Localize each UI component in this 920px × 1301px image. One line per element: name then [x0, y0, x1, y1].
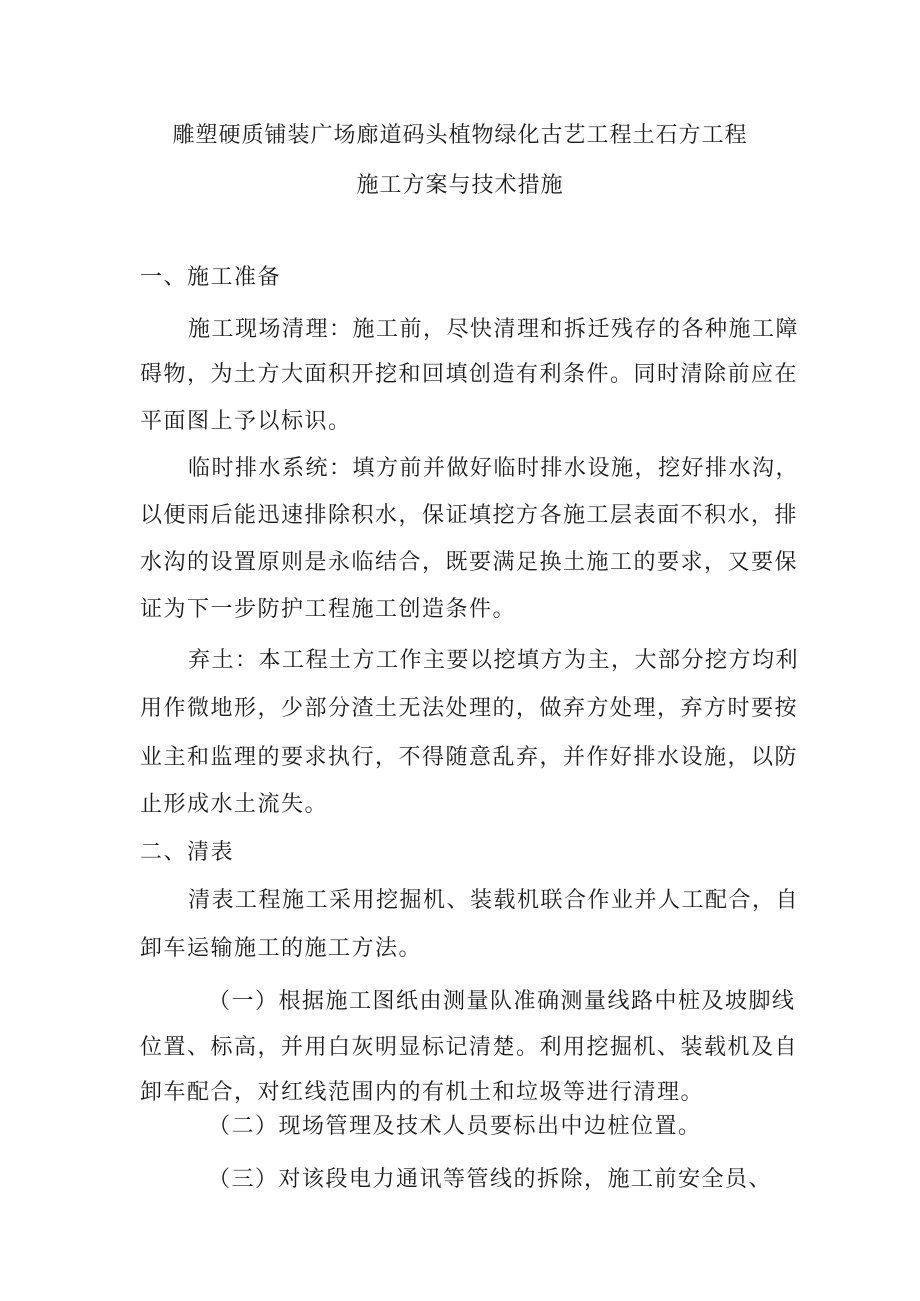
paragraph-3-line-3: 业主和监理的要求执行，不得随意乱弃，并作好排水设施，以防: [140, 745, 799, 770]
paragraph-5-line-1: （一）根据施工图纸由测量队准确测量线路中桩及坡脚线: [208, 989, 796, 1014]
paragraph-1-line-1: 施工现场清理：施工前，尽快清理和拆迁残存的各种施工障: [188, 317, 800, 342]
paragraph-4-line-2: 卸车运输施工的施工方法。: [140, 936, 423, 961]
paragraph-2-line-2: 以便雨后能迅速排除积水，保证填挖方各施工层表面不积水，排: [140, 503, 799, 528]
paragraph-4-line-1: 清表工程施工采用挖掘机、装载机联合作业并人工配合，自: [188, 888, 800, 913]
paragraph-5-line-2: 位置、标高，并用白灰明显标记清楚。利用挖掘机、装载机及自: [140, 1035, 799, 1060]
paragraph-6-line-1: （二）现场管理及技术人员要标出中边桩位置。: [208, 1114, 702, 1139]
paragraph-5-line-3: 卸车配合，对红线范围内的有机土和垃圾等进行清理。: [140, 1080, 705, 1105]
section-2-heading: 二、清表: [140, 840, 235, 865]
paragraph-1-line-2: 碍物，为土方大面积开挖和回填创造有利条件。同时清除前应在: [140, 362, 799, 387]
paragraph-3-line-2: 用作微地形，少部分渣土无法处理的，做弃方处理，弃方时要按: [140, 696, 799, 721]
paragraph-1-line-3: 平面图上予以标识。: [140, 409, 352, 434]
document-title-line-2: 施工方案与技术措施: [356, 173, 564, 198]
paragraph-3-line-1: 弃土：本工程土方工作主要以挖填方为主，大部分挖方均利: [188, 648, 800, 673]
paragraph-7-line-1: （三）对该段电力通讯等管线的拆除，施工前安全员、: [208, 1167, 773, 1192]
paragraph-2-line-4: 证为下一步防护工程施工创造条件。: [140, 597, 517, 622]
section-1-heading: 一、施工准备: [140, 265, 282, 290]
paragraph-2-line-1: 临时排水系统：填方前并做好临时排水设施，挖好排水沟，: [188, 456, 800, 481]
document-title-line-1: 雕塑硬质铺装广场廊道码头植物绿化古艺工程土石方工程: [172, 123, 748, 148]
paragraph-2-line-3: 水沟的设置原则是永临结合，既要满足换土施工的要求，又要保: [140, 550, 799, 575]
paragraph-3-line-4: 止形成水土流失。: [140, 792, 329, 817]
